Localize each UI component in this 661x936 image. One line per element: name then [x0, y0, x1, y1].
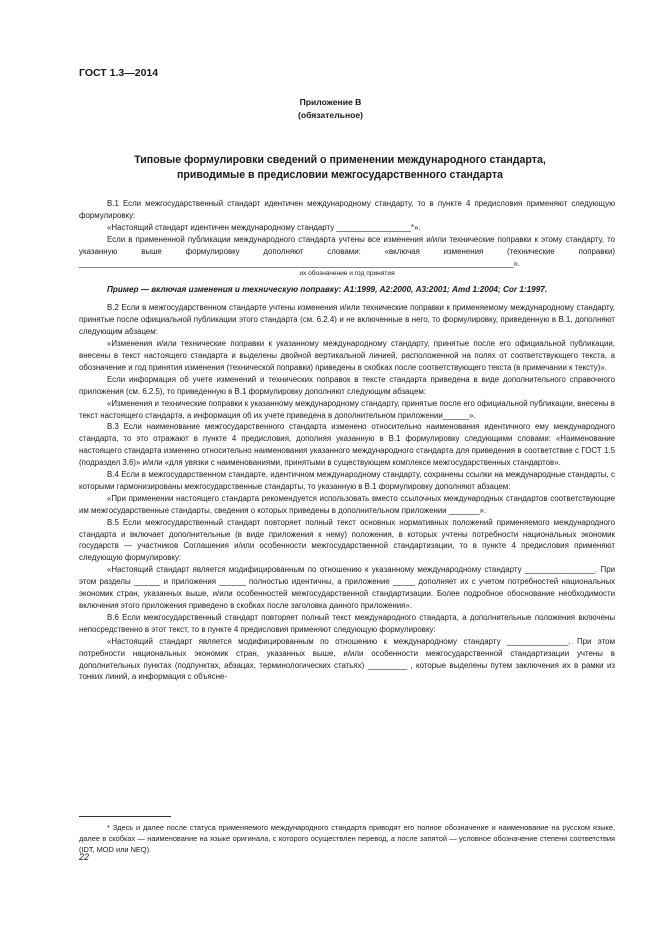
quote-info: «Изменения и технические поправки к указанному международному стандарту, принятые после его официальной публикации, внесены в текст настоящего стандарта, а информация об их учете приведена в дополнительном приложении______».: [79, 398, 615, 420]
footnote-text: * Здесь и далее после статуса применяемого международного стандарта приводят его полное обозначение и наименование на русском языке, далее в скобках — наименование на языке оригинала, с которого осуществлен перевод, а после запятой — условное обозначение степени соответствия (IDT, MOD или NEQ).: [79, 823, 615, 854]
footnote-divider: [79, 816, 171, 817]
title-line: Типовые формулировки сведений о применении международного стандарта,: [134, 154, 546, 166]
appendix-status: (обязательное): [297, 110, 364, 120]
paragraph-b6: В.6 Если межгосударственный стандарт повторяет полный текст международного стандарта, а дополнительные положения включены непосредственно в этот текст, то в пункте 4 предисловия применяют следующую формулировку:: [79, 612, 615, 634]
quote-amendments: «Изменения и/или технические поправки к указанному международному стандарту, принятые после его официальной публикации, внесены в текст настоящего стандарта и выделены двойной вертикальной линией, расположенной на полях от соответствующего текста, а обозначение и год принятия изменения (технической поправки) приведены в скобках после соответствующего текста (в примечании к тексту)».: [79, 339, 615, 372]
document-header: ГОСТ 1.3—2014: [79, 67, 159, 79]
quote-references: «При применении настоящего стандарта рекомендуется использовать вместо ссылочных международных стандартов соответствующие им межгосударственные стандарты, сведения о которых приведены в дополнительном приложении _______».: [79, 493, 615, 515]
appendix-title: Приложение В: [299, 97, 362, 107]
document-body: [79, 198, 615, 683]
example: Пример — включая изменения и техническую поправку: А1:1999, А2:2000, А3:2001; Amd 1:2004; Cor 1:1997.: [107, 285, 548, 295]
quote-identical: «Настоящий стандарт идентичен международному стандарту _________________*».: [107, 222, 421, 232]
paragraph-amendments: Если в примененной публикации международного стандарта учтены все изменения и/или технические поправки к этому стандарту, то указанную выше формулировку дополняют словами: «включая изменения (технические поправки) ___________________________________________________________________________________________________».: [79, 234, 615, 268]
footnote: [79, 822, 615, 855]
title-line: приводимые в предисловии межгосударственного стандарта: [177, 169, 503, 181]
paragraph-b3: В.3 Если наименование межгосударственного стандарта изменено относительно наименования идентичного ему международного стандарта, то это отражают в пункте 4 предисловия, дополняя указанную в В.1 формулировку следующими словами: «Наименование настоящего стандарта изменено относительно наименования указанного международного стандарта для приведения в соответствие с ГОСТ 1.5 (подраздел 3.6)» и/или «для увязки с наименованиями, принятыми в существующем комплексе межгосударственных стандартов».: [79, 422, 615, 468]
section-title: [90, 153, 590, 183]
paragraph-info: Если информация об учете изменений и технических поправок в тексте стандарта приведена в виде дополнительного справочного приложения (см. 6.2.5), то приведенную в В.1 формулировку дополняют следующим абзацем:: [79, 374, 615, 396]
quote-modified-2: «Настоящий стандарт является модифицированным по отношению к международному стандарту ______________. При этом потребности национальных экономик стран, указанных выше, и/или особенности межгосударственной стандартизации учтены в дополнительных пунктах (подпунктах, абзацах, терминологических статьях) _________ , которые выделены путем заключения их в рамки из тонких линий, а информация с объясне-: [79, 636, 615, 682]
paragraph-b2: В.2 Если в межгосударственном стандарте учтены изменения и/или технические поправки к применяемому международному стандарту, принятые после официальной публикации этого стандарта (см. 6.2.4) и не включенные в него, то формулировку, приведенную в В.1, дополняют следующим абзацем:: [79, 303, 615, 337]
paragraph-b5: В.5 Если межгосударственный стандарт повторяет полный текст основных нормативных положений применяемого международного стандарта и включает дополнительные (в виде приложения к нему) положения, в которых учтены потребности национальных экономик государств — участников Соглашения и/или особенности межгосударственной стандартизации, то в пункте 4 предисловия применяют следующую формулировку:: [79, 517, 615, 563]
quote-modified: «Настоящий стандарт является модифицированным по отношению к указанному международному стандарту ________________. При этом разделы ______ и приложения ______ полностью идентичны, а приложение _____ дополняет их с учетом потребностей национальных экономик стран, указанных выше, и/или особенностей межгосударственной стандартизации. Более подробное обоснование необходимости включения этого приложения приведено в скобках после заголовка данного приложения».: [79, 565, 615, 610]
blank-caption: их обозначение и год принятия: [299, 270, 395, 278]
paragraph-b1: В.1 Если межгосударственный стандарт идентичен международному стандарту, то в пункте 4 предисловия применяют следующую формулировку:: [79, 199, 615, 220]
page-number: 22: [79, 852, 90, 862]
paragraph-b4: В.4 Если в межгосударственном стандарте, идентичном международному стандарту, сохранены ссылки на международные стандарты, с которыми гармонизированы межгосударственные стандарты, то указанную в В.1 формулировку дополняют абзацем:: [79, 470, 615, 491]
